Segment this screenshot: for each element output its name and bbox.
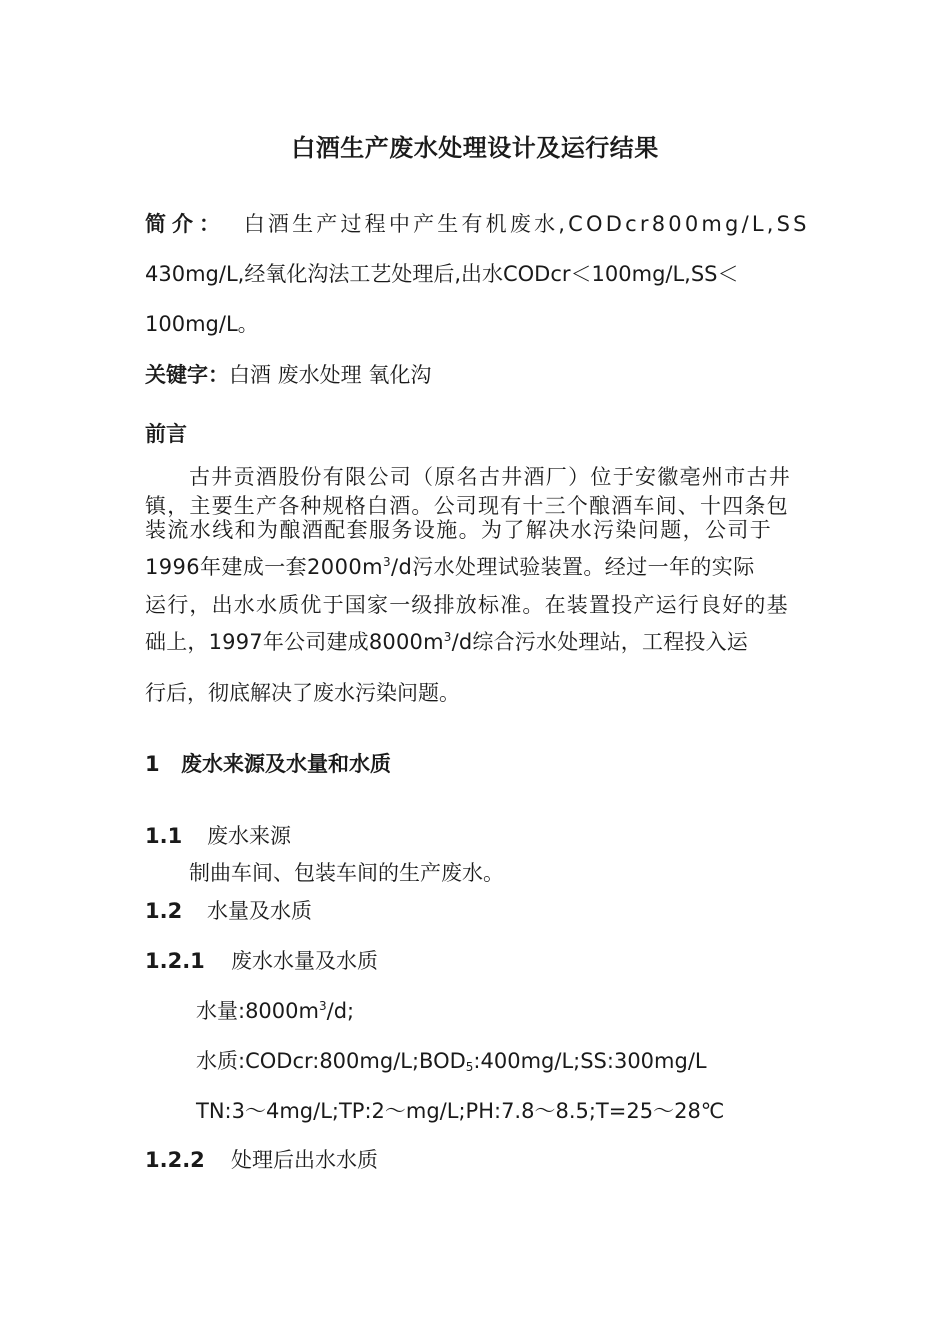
- section-1-2-2-heading: [145, 1148, 805, 1172]
- abstract-line-1: [145, 212, 810, 236]
- section-1-2-heading: [145, 899, 805, 923]
- preface-heading: 前言: [145, 422, 187, 446]
- keywords-label: 关键字：: [145, 363, 229, 387]
- section-title: 废水来源: [207, 824, 291, 848]
- section-number: 1.2.2: [145, 1148, 205, 1172]
- preface-line-1: 古井贡酒股份有限公司（原名古井酒厂）位于安徽亳州市古井: [189, 465, 792, 489]
- section-1-1-heading: [145, 824, 805, 848]
- parameters-line: TN:3～4mg/L;TP:2～mg/L;PH:7.8～8.5;T=25～28℃: [196, 1099, 725, 1123]
- section-title: 废水水量及水质: [231, 949, 378, 973]
- section-number: 1.2: [145, 899, 183, 923]
- abstract-line-3: 100mg/L。: [145, 312, 259, 336]
- preface-line-3: 装流水线和为酿酒配套服务设施。为了解决水污染问题，公司于: [145, 518, 773, 542]
- abstract-text-1: 白酒生产过程中产生有机废水,CODcr800mg/L,SS: [243, 212, 810, 236]
- section-1-heading: [145, 752, 805, 776]
- preface-line-6: 础上，1997年公司建成$8000m^3/d$综合污水处理站，工程投入运: [145, 630, 748, 654]
- abstract-label: 简介：: [145, 212, 226, 236]
- section-number: 1.2.1: [145, 949, 205, 973]
- section-title: 处理后出水水质: [231, 1148, 378, 1172]
- flow-line: 水量$:8000m^3/d$;: [196, 999, 355, 1023]
- section-1-1-body: 制曲车间、包装车间的生产废水。: [189, 861, 504, 885]
- section-title: 废水来源及水量和水质: [181, 752, 391, 776]
- quality-line: 水质$:CODcr:800mg/L;BOD_5:400mg/L;SS:300mg/L$: [196, 1049, 707, 1074]
- document-title: 白酒生产废水处理设计及运行结果: [291, 134, 659, 162]
- section-number: 1: [145, 752, 160, 776]
- keywords-value: 白酒 废水处理 氧化沟: [229, 363, 432, 387]
- preface-line-2: 镇，主要生产各种规格白酒。公司现有十三个酿酒车间、十四条包: [145, 494, 789, 518]
- section-number: 1.1: [145, 824, 183, 848]
- preface-line-5: 运行，出水水质优于国家一级排放标准。在装置投产运行良好的基: [145, 593, 789, 617]
- abstract-line-2: 430mg/L,经氧化沟法工艺处理后,出水CODcr＜100mg/L,SS＜: [145, 262, 739, 286]
- preface-line-7: 行后，彻底解决了废水污染问题。: [145, 681, 460, 705]
- keywords-line: [145, 363, 805, 387]
- section-title: 水量及水质: [207, 899, 312, 923]
- preface-line-4: 1996年建成一套$2000m^3/d$污水处理试验装置。经过一年的实际: [145, 555, 755, 579]
- section-1-2-1-heading: [145, 949, 805, 973]
